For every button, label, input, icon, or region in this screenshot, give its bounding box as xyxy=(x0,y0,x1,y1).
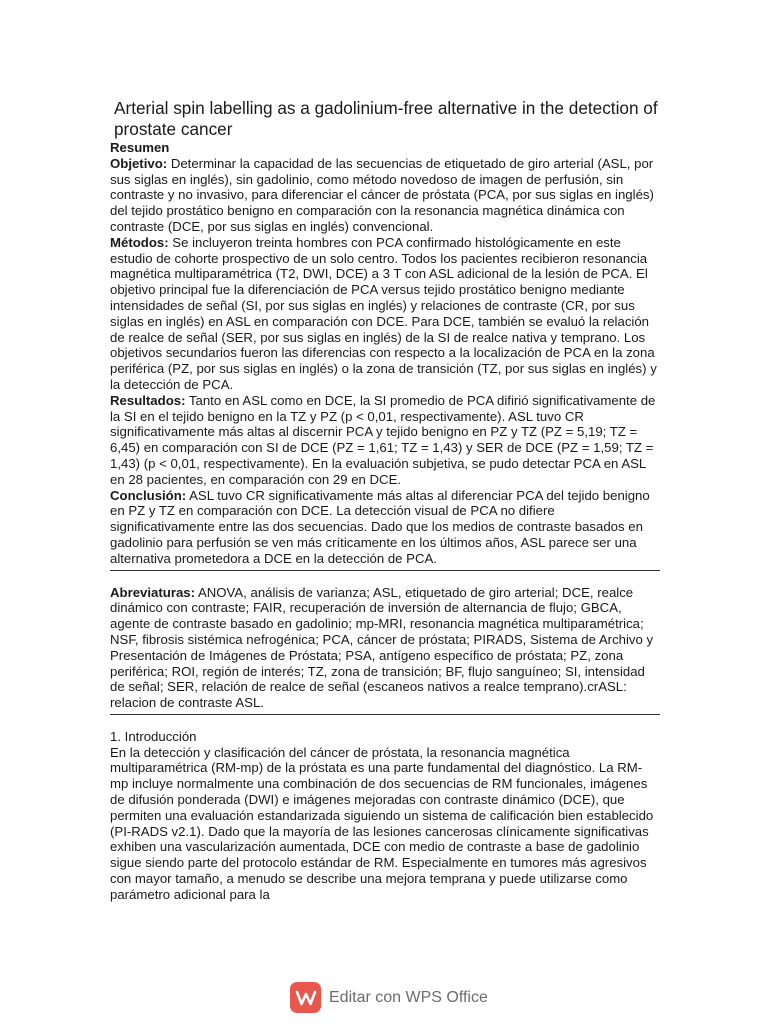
methods-text: Se incluyeron treinta hombres con PCA confirmado histológicamente en este estudio de cohorte prospectivo de un solo centro. Todos los pacientes recibieron resonancia magnética multiparamétrica (T2, DWI, DCE) a 3 T con ASL adicional de la lesión de PCA. El objetivo principal fue la diferenciación de PCA versus tejido prostático benigno mediante intensidades de señal (SI, por sus siglas en inglés) y relaciones de contraste (CR, por sus siglas en inglés) en ASL en comparación con DCE. Para DCE, también se evaluó la relación de realce de señal (SER, por sus siglas en inglés) de la SI de realce nativa y temprano. Los objetivos secundarios fueron las diferencias con respecto a la localización de PCA en la zona periférica (PZ, por sus siglas en inglés) o la zona de transición (TZ, por sus siglas en inglés) y la detección de PCA. xyxy=(110,234,657,392)
objective-paragraph xyxy=(110,156,660,235)
results-paragraph xyxy=(110,393,660,488)
wps-edit-label: Editar con WPS Office xyxy=(329,988,488,1006)
wps-office-icon xyxy=(290,982,321,1013)
methods-label: Métodos: xyxy=(110,234,169,250)
document-page xyxy=(110,98,660,903)
results-label: Resultados: xyxy=(110,392,186,408)
document-title: Arterial spin labelling as a gadolinium-free alternative in the detection of prostate cancer xyxy=(114,98,658,139)
methods-paragraph xyxy=(110,235,660,393)
objective-text: Determinar la capacidad de las secuencias de etiquetado de giro arterial (ASL, por sus siglas en inglés), sin gadolinio, como método novedoso de imagen de perfusión, sin contraste y no invasivo, para diferenciar el cáncer de próstata (PCA, por sus siglas en inglés) del tejido prostático benigno en comparación con la resonancia magnética dinámica con contraste (DCE, por sus siglas en inglés) convencional. xyxy=(110,155,654,234)
results-text: Tanto en ASL como en DCE, la SI promedio de PCA difirió significativamente de la SI en el tejido benigno en la TZ y PZ (p < 0,01, respectivamente). ASL tuvo CR significativamente más altas al discernir PCA y tejido benigno en PZ y TZ (PZ = 5,19; TZ = 6,45) en comparación con SI de DCE (PZ = 1,61; TZ = 1,43) y SER de DCE (PZ = 1,59; TZ = 1,43) (p < 0,01, respectivamente). En la evaluación subjetiva, se pudo detectar PCA en ASL en 28 pacientes, en comparación con 29 en DCE. xyxy=(110,392,656,487)
objective-label: Objetivo: xyxy=(110,155,168,171)
conclusion-label: Conclusión: xyxy=(110,487,187,503)
intro-paragraph: En la detección y clasificación del cáncer de próstata, la resonancia magnética multiparamétrica (RM-mp) de la próstata es una parte fundamental del diagnóstico. La RM-mp incluye normalmente una combinación de dos secuencias de RM funcionales, imágenes de difusión ponderada (DWI) e imágenes mejoradas con contraste dinámico (DCE), que permiten una evaluación estandarizada siguiendo un sistema de calificación bien establecido (PI-RADS v2.1). Dado que la mayoría de las lesiones cancerosas clínicamente significativas exhiben una vascularización aumentada, DCE con medio de contraste a base de gadolinio sigue siendo parte del protocolo estándar de RM. Especialmente en tumores más agresivos con mayor tamaño, a menudo se describe una mejora temprana y puede utilizarse como parámetro adicional para la xyxy=(110,744,654,902)
abbreviations-paragraph xyxy=(110,585,660,711)
abstract-heading: Resumen xyxy=(110,140,170,155)
conclusion-paragraph xyxy=(110,488,660,567)
wps-edit-button[interactable] xyxy=(290,982,488,1013)
conclusion-text: ASL tuvo CR significativamente más altas al diferenciar PCA del tejido benigno en PZ y TZ en comparación con DCE. La detección visual de PCA no difiere significativamente entre las dos secuencias. Dado que los medios de contraste basados en gadolinio para perfusión se ven más críticamente en los últimos años, ASL parece ser una alternativa prometedora a DCE en la detección de PCA. xyxy=(110,487,650,566)
intro-heading: 1. Introducción xyxy=(110,728,197,744)
abbreviations-label: Abreviaturas: xyxy=(110,584,196,600)
abbreviations-text: ANOVA, análisis de varianza; ASL, etiquetado de giro arterial; DCE, realce dinámico con contraste; FAIR, recuperación de inversión de alternancia de flujo; GBCA, agente de contraste basado en gadolinio; mp-MRI, resonancia magnética multiparamétrica; NSF, fibrosis sistémica nefrogénica; PCA, cáncer de próstata; PIRADS, Sistema de Archivo y Presentación de Imágenes de Próstata; PSA, antígeno específico de próstata; PZ, zona periférica; ROI, región de interés; TZ, zona de transición; BF, flujo sanguíneo; SI, intensidad de señal; SER, relación de realce de señal (escaneos nativos a realce temprano).crASL: relacion de contraste ASL. xyxy=(110,584,654,711)
